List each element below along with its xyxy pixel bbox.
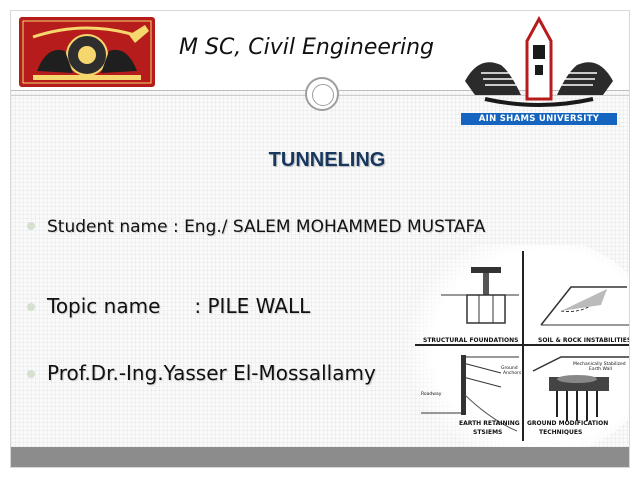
bullet-text: Student name : Eng./ SALEM MOHAMMED MUSTAFA	[47, 217, 486, 237]
bullet-dot	[27, 303, 35, 311]
faculty-logo	[17, 15, 157, 89]
bullet-dot	[27, 370, 35, 378]
bullet-dot	[27, 222, 35, 230]
diagram-label-soil-rock: SOIL & ROCK INSTABILITIES	[538, 337, 632, 344]
slide-heading: TUNNELING	[268, 149, 386, 171]
bullet-topic-name	[27, 294, 310, 318]
bullet-text: Prof.Dr.-Ing.Yasser El-Mossallamy	[47, 361, 376, 385]
diagram-label-ground-mod-2: TECHNIQUES	[539, 429, 583, 436]
university-logo	[455, 15, 623, 127]
bullet-professor	[27, 361, 376, 385]
diagram-label-structural: STRUCTURAL FOUNDATIONS	[423, 337, 519, 344]
university-logo-text: AIN SHAMS UNIVERSITY	[478, 114, 600, 124]
header-divider-circle	[305, 77, 339, 111]
slide	[10, 10, 630, 468]
geotechnical-diagram	[401, 245, 630, 459]
annotation-anchors: Anchors	[503, 371, 522, 376]
annotation-roadway: Roadway	[421, 392, 442, 397]
footer-bar	[11, 447, 630, 468]
bullet-value: : PILE WALL	[194, 294, 311, 318]
bullet-label: Topic name	[47, 294, 161, 318]
annotation-mse-2: Earth Wall	[589, 367, 612, 372]
diagram-label-ground-mod: GROUND MODIFICATION	[527, 420, 609, 427]
bullet-student-name	[27, 217, 485, 237]
annotation-ground: Ground	[501, 366, 518, 371]
annotation-mse: Mechanically Stabilized	[573, 362, 626, 367]
diagram-label-earth-retaining: EARTH RETAINING	[459, 420, 520, 427]
header-title: M SC, Civil Engineering	[179, 35, 434, 60]
diagram-label-earth-retaining-2: STSIEMS	[473, 429, 503, 436]
